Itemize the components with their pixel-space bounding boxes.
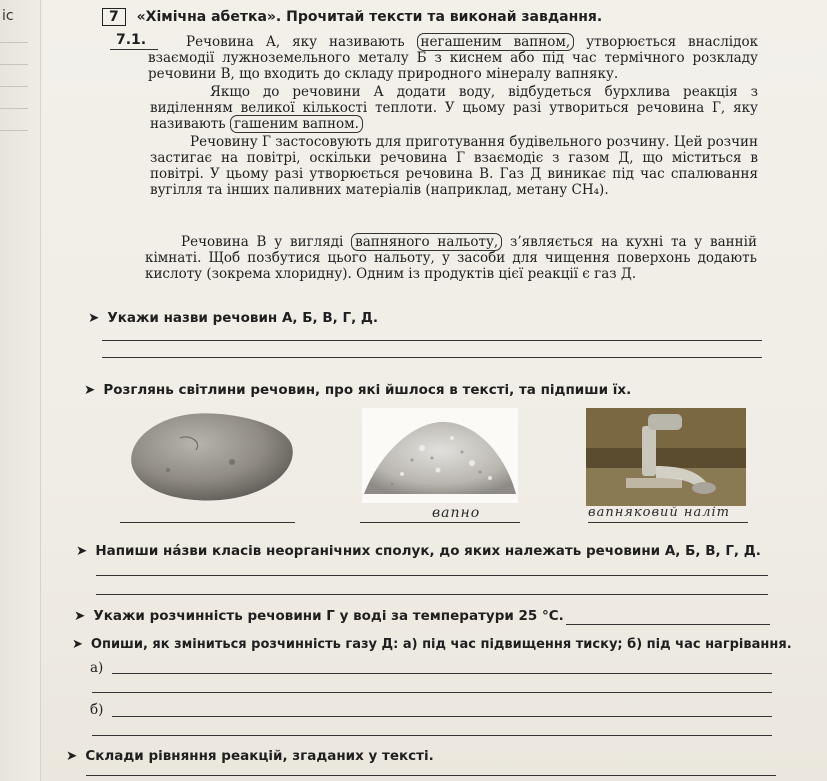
question-4 (74, 608, 564, 624)
margin-mark (0, 130, 28, 131)
caption-line-2[interactable] (360, 522, 520, 523)
highlight-lime-scale: вапняного нальоту, (351, 233, 502, 251)
caption-line-1[interactable] (120, 522, 295, 523)
highlight-quicklime: негашеним вапном, (417, 33, 575, 51)
question-3 (76, 543, 761, 559)
section-badge: 7 (102, 8, 126, 26)
para-text: утворюється внаслідок взаємодії лужноземельного металу Б з киснем або під час термічного розкладу речовини В, що входить до складу природного мінералу вапняку. (148, 34, 759, 82)
caption-line-3[interactable] (588, 522, 748, 523)
paragraph-2 (150, 84, 758, 132)
question-text: Склади рівняння реакцій, згаданих у тексті. (85, 748, 434, 764)
question-2 (84, 382, 631, 398)
answer-line-b[interactable] (112, 716, 772, 717)
para-text: Речовина В у вигляді (181, 234, 344, 250)
question-text: Опиши, як зміниться розчинність газу Д: а) під час підвищення тиску; б) під час нагрівання. (90, 637, 792, 652)
margin-mark (0, 64, 28, 65)
arrow-icon: ➤ (72, 637, 83, 652)
paragraph-3 (150, 134, 758, 198)
question-text: Напиши на́зви класів неорганічних сполук, до яких належать речовини А, Б, В, Г, Д. (95, 543, 761, 559)
question-text: Укажи назви речовин А, Б, В, Г, Д. (107, 310, 379, 326)
paragraph-1 (148, 34, 758, 82)
para-text: з’являється на кухні та у ванній кімнаті. Щоб позбутися цього нальоту, у засоби для чищення поверхонь додають кислоту (зокрема хлоридну). Одним із продуктів цієї реакції є газ Д. (145, 234, 757, 282)
question-6 (66, 748, 434, 764)
margin-mark (0, 86, 28, 87)
answer-line[interactable] (92, 735, 772, 736)
paragraph-4 (145, 234, 757, 282)
answer-line[interactable] (86, 775, 776, 776)
answer-line[interactable] (92, 692, 772, 693)
photo-quicklime-rock (120, 408, 300, 504)
question-1 (88, 310, 378, 326)
corner-text: іс (2, 8, 14, 24)
question-text: Розглянь світлини речовин, про які йшлося в тексті, та підпиши їх. (103, 382, 632, 398)
question-5 (72, 637, 792, 652)
arrow-icon: ➤ (88, 310, 100, 326)
question-text: Укажи розчинність речовини Г у воді за температури 25 °C. (93, 608, 564, 624)
section-header (102, 8, 602, 26)
para-text: Речовину Г застосовують для приготування будівельного розчину. Цей розчин застигає на повітрі, оскільки речовина Г взаємодіє з газом Д, що міститься в повітрі. У цьому разі утворюється речовина В. Газ Д виникає під час спалювання вугілля та інших паливних матеріалів (наприклад, метану CH₄). (150, 134, 758, 198)
answer-line[interactable] (102, 357, 762, 358)
label-a: а) (90, 660, 104, 676)
arrow-icon: ➤ (76, 543, 88, 559)
arrow-icon: ➤ (84, 382, 96, 398)
left-margin-strip (0, 0, 41, 781)
answer-line[interactable] (566, 624, 770, 625)
para-text: Речовина А, яку називають (186, 34, 405, 50)
photo-limescale-faucet (586, 408, 746, 506)
handwritten-caption-2: вапно (432, 505, 481, 521)
margin-mark (0, 108, 28, 109)
photo-lime-powder (362, 408, 518, 503)
arrow-icon: ➤ (66, 748, 78, 764)
highlight-slaked-lime: гашеним вапном. (230, 115, 363, 133)
handwritten-caption-3: вапняковий наліт (588, 505, 730, 520)
label-b: б) (90, 702, 104, 718)
answer-line-a[interactable] (112, 673, 772, 674)
margin-mark (0, 42, 28, 43)
answer-line[interactable] (102, 340, 762, 341)
answer-line[interactable] (96, 575, 768, 576)
para-text: Якщо до речовини А додати воду, відбудеться бурхлива реакція з виділенням великої кількості теплоти. У цьому разі утвориться речовина Г, яку називають (150, 84, 758, 132)
section-title: «Хімічна абетка». Прочитай тексти та виконай завдання. (136, 9, 603, 25)
arrow-icon: ➤ (74, 608, 86, 624)
answer-line[interactable] (96, 594, 768, 595)
task-number: 7.1. (116, 32, 147, 48)
